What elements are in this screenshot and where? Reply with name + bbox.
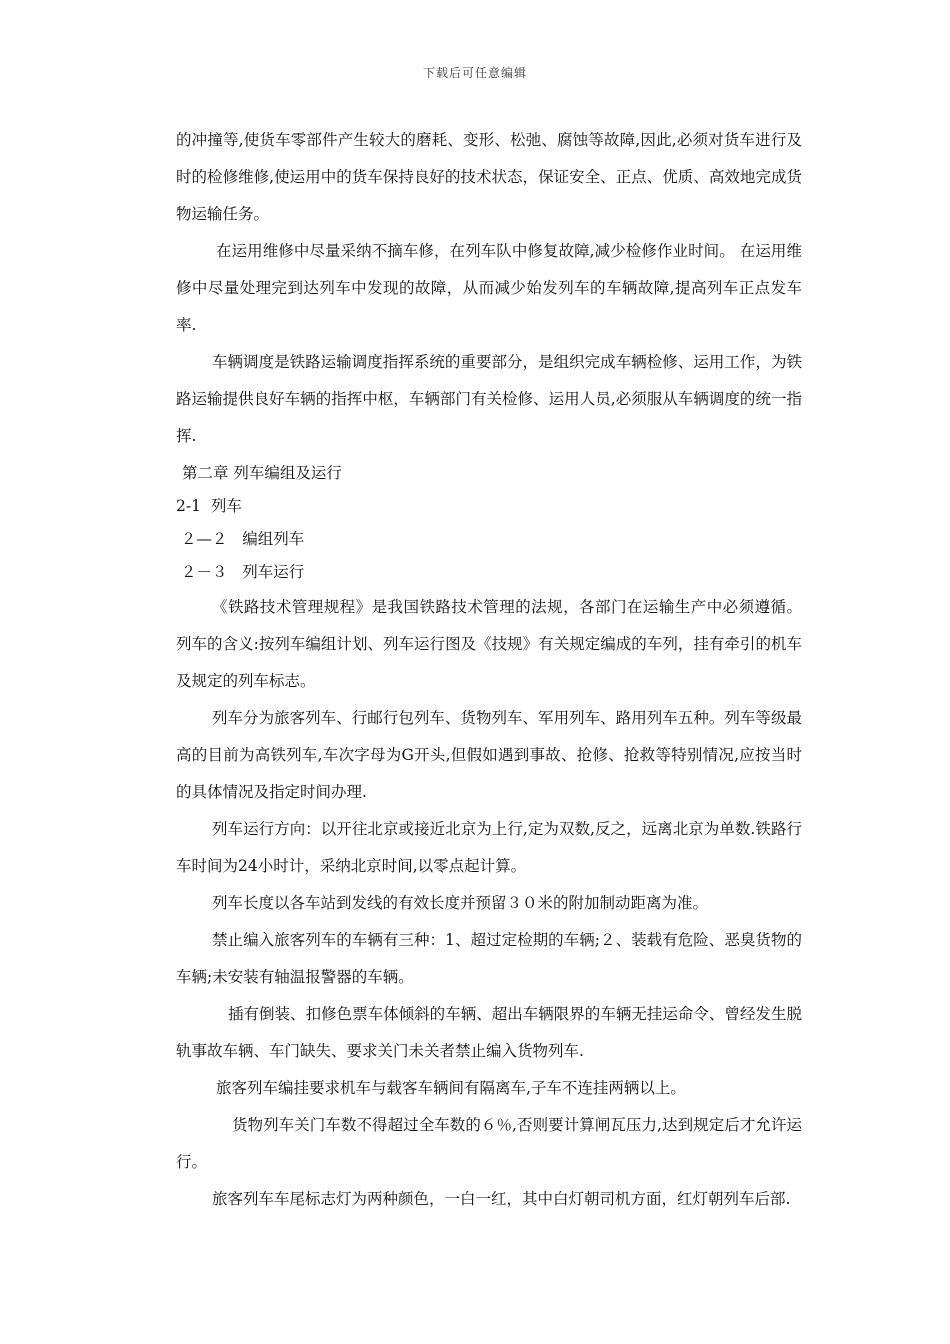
paragraph-closed-valve-cars: 货物列车关门车数不得超过全车数的６％,否则要计算闸瓦压力,达到规定后才允许运行。	[176, 1116, 802, 1171]
page-header-note: 下载后可任意编辑	[422, 66, 527, 80]
section-2-1: 2-1 列车	[176, 497, 242, 515]
chapter-title: 第二章 列车编组及运行	[182, 464, 342, 482]
paragraph-regulations: 《铁路技术管理规程》是我国铁路技术管理的法规，各部门在运输生产中必须遵循。 列车的含义:按列车编组计划、列车运行图及《技规》有关规定编成的车列，挂有牵引的机车及规定的列车标志。	[176, 598, 802, 690]
document-body	[176, 122, 802, 1218]
paragraph-prohibited-freight: 插有倒装、扣修色票车体倾斜的车辆、超出车辆限界的车辆无挂运命令、曾经发生脱轨事故车辆、车门缺失、要求关门未关者禁止编入货物列车.	[176, 1005, 802, 1060]
paragraph-direction: 列车运行方向：以开往北京或接近北京为上行,定为双数,反之，远离北京为单数.铁路行车时间为24小时计，采纳北京时间,以零点起计算。	[176, 820, 802, 875]
paragraph-train-length: 列车长度以各车站到发线的有效长度并预留３０米的附加制动距离为准。	[212, 894, 709, 912]
paragraph-prohibited-passenger: 禁止编入旅客列车的车辆有三种：1、超过定检期的车辆;２、装载有危险、恶臭货物的车辆;未安装有轴温报警器的车辆。	[176, 931, 802, 986]
paragraph-operational-repair: 在运用维修中尽量采纳不摘车修，在列车队中修复故障,减少检修作业时间。 在运用维修中尽量处理完到达列车中发现的故障，从而减少始发列车的车辆故障,提高列车正点发车率.	[176, 242, 802, 334]
paragraph-vehicle-dispatch: 车辆调度是铁路运输调度指挥系统的重要部分，是组织完成车辆检修、运用工作，为铁路运输提供良好车辆的指挥中枢，车辆部门有关检修、运用人员,必须服从车辆调度的统一指挥.	[176, 353, 802, 445]
section-2-3: ２－３ 列车运行	[176, 563, 305, 581]
section-2-2: ２—２ 编组列车	[176, 530, 305, 548]
paragraph-freight-maintenance: 的冲撞等,使货车零部件产生较大的磨耗、变形、松弛、腐蚀等故障,因此,必须对货车进行及时的检修维修,使运用中的货车保持良好的技术状态，保证安全、正点、优质、高效地完成货物运输任务。	[176, 131, 802, 223]
paragraph-train-types: 列车分为旅客列车、行邮行包列车、货物列车、军用列车、路用列车五种。列车等级最高的目前为高铁列车,车次字母为G开头,但假如遇到事故、抢修、抢救等特别情况,应按当时的具体情况及指定时间办理.	[176, 709, 802, 801]
paragraph-passenger-coupling: 旅客列车编挂要求机车与载客车辆间有隔离车,子车不连挂两辆以上。	[216, 1079, 686, 1097]
paragraph-tail-lamps: 旅客列车车尾标志灯为两种颜色，一白一红，其中白灯朝司机方面，红灯朝列车后部.	[212, 1190, 791, 1208]
